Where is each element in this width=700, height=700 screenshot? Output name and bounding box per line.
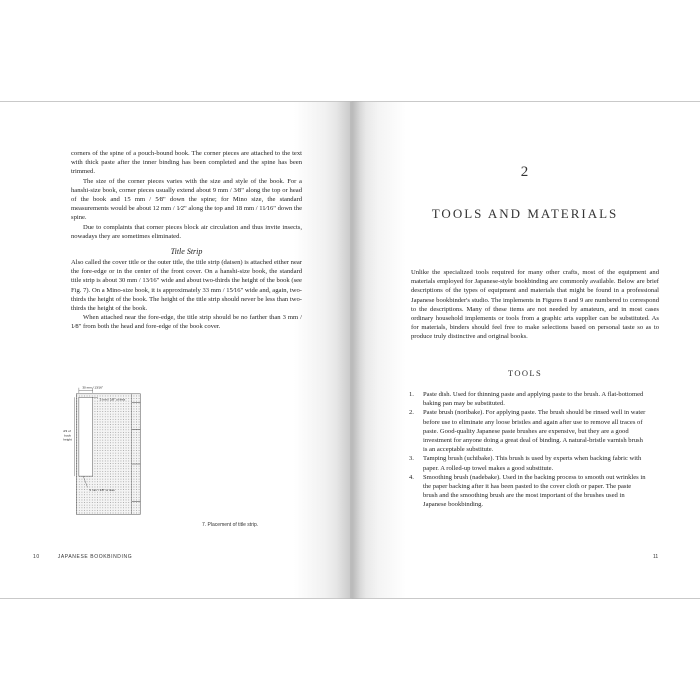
left-footer [33, 554, 132, 560]
list-item: 2. Paste brush (noribake). For applying paste. The brush should be rinsed well in water before use to eliminate any loose bristles and again after use to remove all traces of paste. Good-quality Japanese paste brushes are expensive, but they are a good investment for anyone doing a great deal of binding. A natural-bristle varnish brush is an acceptable substitute. [409, 409, 646, 454]
label-width: 30 mm / 13⁄16" [82, 385, 103, 390]
paragraph: Unlike the specialized tools required for many other crafts, most of the equipment and materials employed for Japanese-style bookbinding are commonly available. Below are brief descriptions of the types of equipment and materials that might be found in a professional Japanese bookbinder's studio. The implements in Figures 8 and 9 are numbered to correspond to the descriptions. Many of these items are not needed by amateurs, and in most cases ordinary household implements or tools from a graphic arts supplier can be substituted. As for materials, binders should feel free to make selections based on personal taste so as to produce truly distinctive and original books. [411, 269, 659, 341]
intro-paragraph [411, 268, 659, 342]
page-number: 11 [653, 554, 659, 560]
paragraph: Also called the cover title or the outer title, the title strip (daisen) is attached either near the fore-edge or in the center of the front cover. On a hanshi-size book, the standard title strip is about 30 mm / 13⁄16" wide and about two-thirds the height of the book (see Fig. 7). On a Mino-size book, it is approximately 33 mm / 15⁄16" wide and, again, two-thirds the height of the book. The height of the title strip should never be less than two-thirds the height of the book. [71, 259, 302, 313]
right-page [350, 101, 700, 599]
book-spread [0, 101, 700, 599]
section-heading-tools: TOOLS [507, 368, 543, 378]
chapter-number: 2 [520, 164, 530, 180]
left-text-column [71, 149, 302, 332]
left-page [0, 101, 350, 599]
page-number: 10 [33, 554, 40, 560]
chapter-title: TOOLS AND MATERIALS [431, 206, 619, 221]
svg-text:height: height [63, 437, 72, 442]
list-item: 1. Paste dish. Used for thinning paste and applying paste to the brush. A flat-bottomed baking pan may be substituted. [409, 391, 644, 408]
subheading-title-strip: Title Strip [170, 247, 203, 257]
title-strip-shape [79, 397, 93, 476]
svg-text:book: book [64, 433, 71, 438]
running-head: JAPANESE BOOKBINDING [57, 554, 133, 560]
figure-caption: 7. Placement of title strip. [202, 522, 259, 528]
paragraph: The size of the corner pieces varies with the size and style of the book. For a hanshi-size book, corner pieces usually extend about 9 mm / 3⁄8" along the top or head of the book and 15 mm / 5⁄8" down the spine; for Mino size, the standard measurements would be about 12 mm / 1⁄2" along the top and 18 mm / 11⁄16" down the spine. [71, 177, 302, 222]
paragraph: When attached near the fore-edge, the title strip should be no farther than 3 mm / 1⁄8" from both the head and fore-edge of the book cover. [71, 314, 302, 331]
paragraph: corners of the spine of a pouch-bound book. The corner pieces are attached to the text with thick paste after the inner binding has been completed and the spine has been trimmed. [71, 150, 302, 176]
label-height: 2⁄3 of [63, 428, 71, 433]
tools-list [409, 390, 647, 510]
figure-title-strip-placement [0, 376, 260, 526]
list-item: 3. Tamping brush (uchibake). This brush is used by experts when backing fabric with paper. A rolled-up towel makes a good substitute. [409, 455, 642, 472]
list-item: 4. Smoothing brush (nadebake). Used in the backing process to smooth out wrinkles in the paper backing after it has been pasted to the cover cloth or paper. The paste brush and the smoothing brush are the most important of the brushes used in Japanese bookbinding. [409, 473, 646, 509]
paragraph: Due to complaints that corner pieces block air circulation and thus invite insects, nowadays they are sometimes eliminated. [71, 223, 302, 240]
label-bottom-gap: 3 mm / 1⁄8" or less [89, 487, 115, 492]
label-top-gap: 3 mm / 1⁄8" or less [99, 397, 126, 402]
